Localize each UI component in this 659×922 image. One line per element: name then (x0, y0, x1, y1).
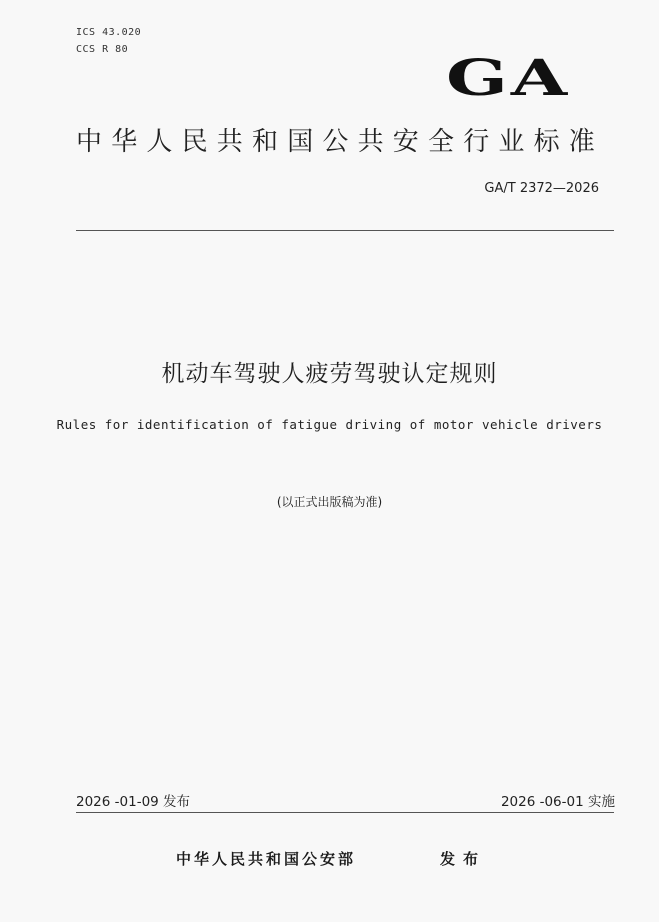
standard-category-title: 中华人民共和国公共安全行业标准 (76, 127, 605, 157)
publisher-name: 中华人民共和国公安部 (176, 850, 357, 868)
publish-label: 发布 (440, 850, 487, 868)
ccs-code: CCS R 80 (76, 44, 129, 55)
ga-logo: GA (446, 48, 570, 107)
top-divider (76, 230, 614, 231)
draft-note: (以正式出版稿为准) (276, 495, 383, 509)
document-title-cn: 机动车驾驶人疲劳驾驶认定规则 (161, 361, 498, 387)
implementation-date: 2026 -06-01 实施 (500, 794, 615, 810)
ics-code: ICS 43.020 (76, 27, 142, 38)
document-title-en: Rules for identification of fatigue driving of motor vehicle drivers (56, 417, 603, 432)
bottom-divider (76, 812, 614, 813)
standard-number: GA/T 2372—2026 (484, 181, 599, 196)
issue-date: 2026 -01-09 发布 (76, 794, 191, 810)
